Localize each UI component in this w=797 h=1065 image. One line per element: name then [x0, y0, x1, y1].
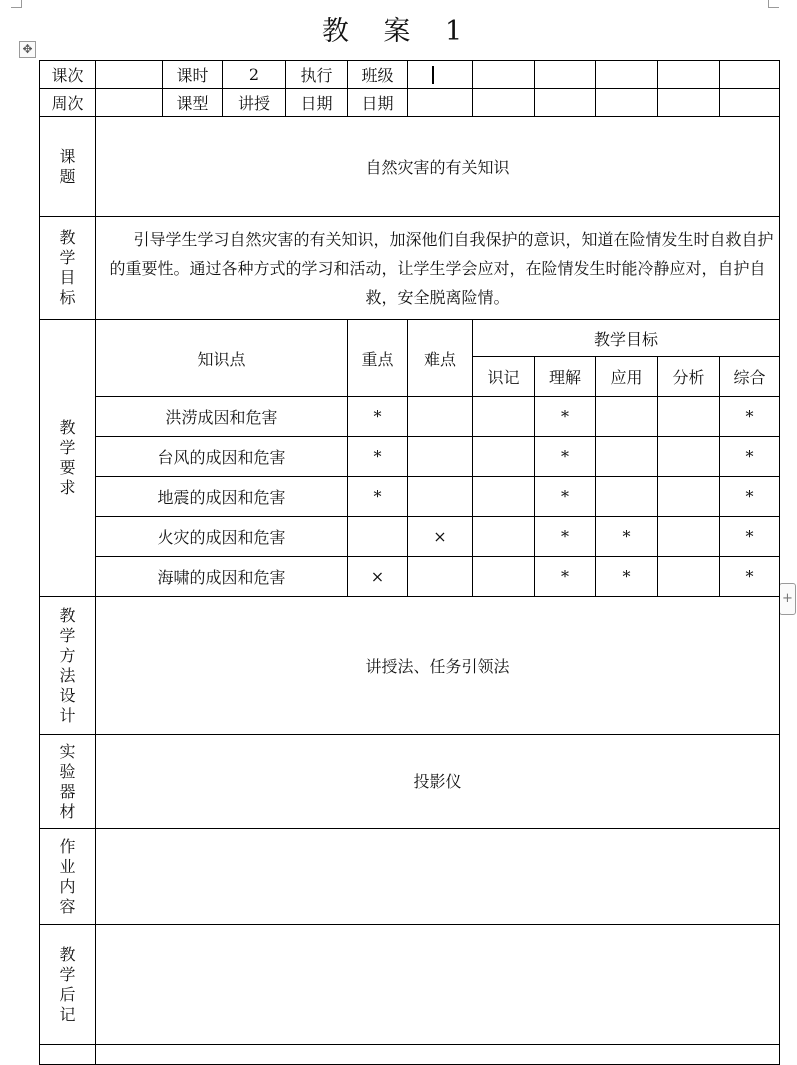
col-remember: 识记 [473, 357, 535, 397]
table-row [40, 397, 780, 437]
col-key: 重点 [348, 320, 408, 397]
requirements-label: 教学要求 [40, 320, 96, 597]
req-difficult[interactable] [408, 397, 473, 437]
partial-label-cell [40, 1045, 96, 1065]
class-cell-1[interactable] [408, 61, 473, 89]
col-analyze: 分析 [658, 357, 720, 397]
req-analyze[interactable] [658, 477, 720, 517]
method-value[interactable]: 讲授法、任务引领法 [96, 597, 780, 735]
week-cell[interactable] [96, 89, 163, 117]
col-synthesize: 综合 [720, 357, 780, 397]
equipment-row [40, 735, 780, 829]
col-knowledge: 知识点 [96, 320, 348, 397]
req-difficult[interactable] [408, 437, 473, 477]
partial-content-cell[interactable] [96, 1045, 780, 1065]
req-key[interactable]: * [348, 477, 408, 517]
table-move-handle-icon[interactable]: ✥ [19, 41, 36, 58]
req-apply[interactable]: * [596, 517, 658, 557]
homework-row [40, 829, 780, 925]
req-analyze[interactable] [658, 437, 720, 477]
postscript-value[interactable] [96, 925, 780, 1045]
method-row [40, 597, 780, 735]
class-cell-2[interactable] [473, 61, 535, 89]
lesson-plan-table [39, 60, 780, 1065]
req-understand[interactable]: * [535, 437, 596, 477]
table-row-partial [40, 1045, 780, 1065]
exec-date-label: 日期 [286, 89, 348, 117]
col-apply: 应用 [596, 357, 658, 397]
req-apply[interactable] [596, 397, 658, 437]
req-apply[interactable]: * [596, 557, 658, 597]
postscript-row [40, 925, 780, 1045]
postscript-label: 教学后记 [40, 925, 96, 1045]
table-row [40, 437, 780, 477]
req-synthesize[interactable]: * [720, 437, 780, 477]
req-understand[interactable]: * [535, 477, 596, 517]
req-key[interactable]: * [348, 397, 408, 437]
add-row-icon[interactable]: + [779, 583, 796, 615]
lesson-no-label: 课次 [40, 61, 96, 89]
table-row [40, 517, 780, 557]
date-cell-6[interactable] [720, 89, 780, 117]
date-cell-4[interactable] [596, 89, 658, 117]
class-cell-4[interactable] [596, 61, 658, 89]
req-synthesize[interactable]: * [720, 517, 780, 557]
col-understand: 理解 [535, 357, 596, 397]
req-apply[interactable] [596, 437, 658, 477]
req-remember[interactable] [473, 437, 535, 477]
req-remember[interactable] [473, 517, 535, 557]
req-topic[interactable]: 洪涝成因和危害 [96, 397, 348, 437]
goal-row [40, 217, 780, 320]
table-row [40, 557, 780, 597]
req-topic[interactable]: 火灾的成因和危害 [96, 517, 348, 557]
req-header-row-1 [40, 320, 780, 357]
class-date-label: 日期 [348, 89, 408, 117]
topic-row [40, 117, 780, 217]
page-title: 教 案 1 [321, 16, 476, 47]
hours-cell[interactable]: 2 [223, 61, 286, 89]
col-difficult: 难点 [408, 320, 473, 397]
req-difficult[interactable]: × [408, 517, 473, 557]
req-remember[interactable] [473, 557, 535, 597]
week-label: 周次 [40, 89, 96, 117]
col-goal-group: 教学目标 [473, 320, 780, 357]
equipment-value[interactable]: 投影仪 [96, 735, 780, 829]
hours-label: 课时 [163, 61, 223, 89]
req-remember[interactable] [473, 397, 535, 437]
req-understand[interactable]: * [535, 397, 596, 437]
req-key[interactable] [348, 517, 408, 557]
req-synthesize[interactable]: * [720, 557, 780, 597]
goal-label: 教学目标 [40, 217, 96, 320]
lesson-no-cell[interactable] [96, 61, 163, 89]
req-key[interactable]: × [348, 557, 408, 597]
date-cell-5[interactable] [658, 89, 720, 117]
req-understand[interactable]: * [535, 557, 596, 597]
method-label: 教学方法设计 [40, 597, 96, 735]
class-label: 班级 [348, 61, 408, 89]
homework-value[interactable] [96, 829, 780, 925]
req-analyze[interactable] [658, 517, 720, 557]
type-label: 课型 [163, 89, 223, 117]
req-key[interactable]: * [348, 437, 408, 477]
date-cell-1[interactable] [408, 89, 473, 117]
page-corner-mark-left [11, 0, 22, 8]
goal-text[interactable]: 引导学生学习自然灾害的有关知识，加深他们自我保护的意识，知道在险情发生时自救自护的重要性。通过各种方式的学习和活动，让学生学会应对，在险情发生时能冷静应对，自护自救，安全脱离险情。 [96, 217, 780, 320]
req-topic[interactable]: 海啸的成因和危害 [96, 557, 348, 597]
exec-label: 执行 [286, 61, 348, 89]
req-analyze[interactable] [658, 557, 720, 597]
date-cell-2[interactable] [473, 89, 535, 117]
req-difficult[interactable] [408, 557, 473, 597]
equipment-label: 实验器材 [40, 735, 96, 829]
type-cell[interactable]: 讲授 [223, 89, 286, 117]
req-topic[interactable]: 台风的成因和危害 [96, 437, 348, 477]
req-synthesize[interactable]: * [720, 397, 780, 437]
req-understand[interactable]: * [535, 517, 596, 557]
table-row [40, 477, 780, 517]
homework-label: 作业内容 [40, 829, 96, 925]
class-cell-5[interactable] [658, 61, 720, 89]
req-remember[interactable] [473, 477, 535, 517]
class-cell-3[interactable] [535, 61, 596, 89]
page-corner-mark-right [768, 0, 779, 8]
topic-value[interactable]: 自然灾害的有关知识 [96, 117, 780, 217]
req-synthesize[interactable]: * [720, 477, 780, 517]
text-cursor [432, 66, 434, 84]
header-row-1 [40, 61, 780, 89]
topic-label: 课题 [40, 117, 96, 217]
req-difficult[interactable] [408, 477, 473, 517]
req-apply[interactable] [596, 477, 658, 517]
header-row-2 [40, 89, 780, 117]
req-topic[interactable]: 地震的成因和危害 [96, 477, 348, 517]
date-cell-3[interactable] [535, 89, 596, 117]
class-cell-6[interactable] [720, 61, 780, 89]
req-analyze[interactable] [658, 397, 720, 437]
